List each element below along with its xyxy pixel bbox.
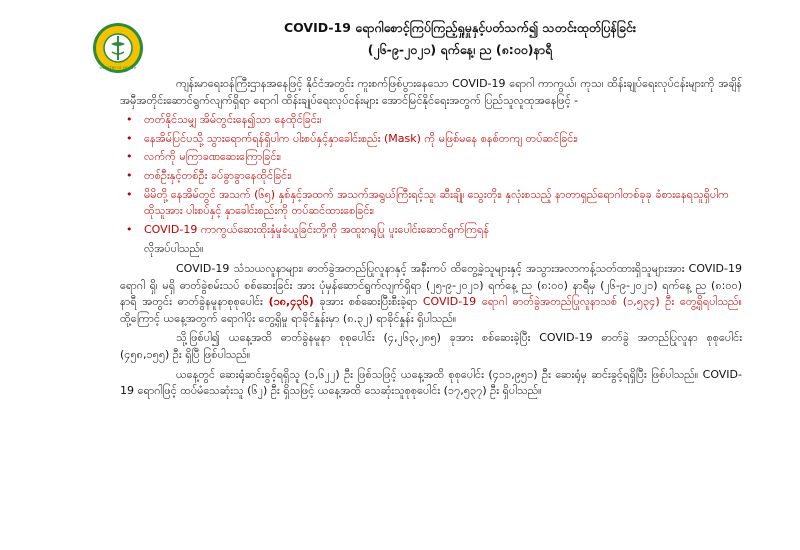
- totals-paragraph: သို့ဖြစ်ပါ၍ ယနေ့အထိ ဓာတ်ခွဲနမူနာ စုစုပေါင်း (၄,၂၆၃,၂၈၅) ခုအား စစ်ဆေးခဲ့ပြီး COVID-19 ဓာတ်ခွဲ အတည်ပြုလူနာ စုစုပေါင်း (၄၅၈,၁၅၅) ဦး ရှိပြီ ဖြစ်ပါသည်။: [120, 331, 742, 361]
- recovery-deaths-paragraph: ယနေ့တွင် ဆေးရုံဆင်းခွင့်ရရှိသူ (၁,၆၂၂) ဦး ဖြစ်သဖြင့် ယနေ့အထိ စုစုပေါင်း (၄၁၁,၉၅၁) ဦး ဆေးရုံမှ ဆင်းခွင့်ရရှိပြီး ဖြစ်ပါသည်။ COVID-19 ရောဂါဖြင့် ထပ်မံသေဆုံးသူ (၆၂) ဦး ရှိသဖြင့် ယနေ့အထိ သေဆုံးသူစုစုပေါင်း (၁၇,၅၃၇) ဦး ရှိပါသည်။: [120, 367, 742, 398]
- testing-text-a: COVID-19 သံသယလူနာများ၊ ဓာတ်ခွဲအတည်ပြုလူနာနှင့် အနီးကပ် ထိတွေ့ခဲ့သူများနှင့် အသွားအလာကန့်သတ်ထားရှိသူများအား COVID-19 ရောဂါ ရှိ၊ မရှိ ဓာတ်ခွဲစမ်းသပ် စစ်ဆေးခြင်း အား ပုံမှန်ဆောင်ရွက်လျက်ရှိရာ (၂၅-၉-၂၀၂၁) ရက်နေ့ ည (၈:၀၀) နာရီမှ (၂၆-၉-၂၀၂၁) ရက်နေ့ ည (၈:၀၀) နာရီ အတွင်း ဓာတ်ခွဲနမူနာစုစုပေါင်း: [120, 261, 742, 309]
- tests-count: (၁၈,၄၃၆): [268, 295, 314, 309]
- testing-text-b: ခုအား စစ်ဆေးပြီးစီးခဲ့ရာ: [313, 295, 423, 309]
- list-item: • လက်ကို မကြာခဏဆေးကြောခြင်း၊: [120, 149, 742, 166]
- title-line-2: (၂၆-၉-၂၀၂၁) ရက်နေ့၊ ည (၈:၀၀)နာရီ: [367, 42, 553, 57]
- list-item: • တတ်နိုင်သမျှ အိမ်တွင်းနေ၍သာ နေထိုင်ခြင်း၊: [120, 112, 742, 129]
- logo-text: MINISTRY OF HEALTH: [99, 66, 137, 70]
- list-trailing-text: လိုအပ်ပါသည်။: [144, 242, 204, 256]
- title-line-1: COVID-19 ရောဂါစောင့်ကြပ်ကြည့်ရှုမှုနှင့်ပတ်သက်၍ သတင်းထုတ်ပြန်ခြင်း: [283, 20, 637, 35]
- list-item: • မိမိတို့ နေအိမ်တွင် အသက် (၆၅) နှစ်နှင့်အထက် အသက်အရွယ်ကြီးရင့်သူ၊ ဆီးချို၊ သွေးတိုး၊ နှလုံးစသည့် နာတာရှည်ရောဂါတစ်ခုခု ခံစားနေရသူရှိပါက ထိုသူအား ပါးစပ်နှင့် နှာခေါင်းစည်းကို တပ်ဆင်ထားစေခြင်း၊: [120, 187, 742, 220]
- list-item: • တစ်ဦးနှင့်တစ်ဦး ခပ်ခွာခွာနေထိုင်ခြင်း၊: [120, 168, 742, 185]
- new-cases-text: COVID-19 ရောဂါ ဓာတ်ခွဲအတည်ပြုလူနာသစ် (၁,၅၃၄) ဦး တွေ့ရှိရပါသည်။: [422, 295, 742, 309]
- guidance-list: [120, 112, 742, 238]
- testing-paragraph: [120, 261, 742, 327]
- document-body: [120, 76, 742, 403]
- testing-text-c: ထို့ကြောင့် ယနေ့အတွက် ရောဂါပိုး တွေ့ရှိမှု ရာခိုင်နှုန်းမှာ (၈.၃၂) ရာခိုင်နှုန်း ရှိပါသည်။: [120, 311, 457, 325]
- list-item: • နေအိမ်ပြင်ပသို့ သွားရောက်ရန်ရှိပါက ပါးစပ်နှင့်နှာခေါင်းစည်း (Mask) ကို မဖြစ်မနေ စနစ်တကျ တပ်ဆင်ခြင်း၊: [120, 131, 742, 148]
- ministry-logo: [92, 22, 144, 74]
- list-item: • COVID-19 ကာကွယ်ဆေးထိုးနှံမှုခံယူခြင်းတို့ကို အထူးဂရုပြု ပူးပေါင်းဆောင်ရွက်ကြရန်: [120, 222, 742, 239]
- intro-paragraph: ကျန်းမာရေးဝန်ကြီးဌာနအနေဖြင့် နိုင်ငံအတွင်း ကူးစက်ဖြစ်ပွားနေသော COVID-19 ရောဂါ ကာကွယ်၊ ကုသ၊ ထိန်းချုပ်ရေးလုပ်ငန်းများကို အချိန်အမှီအတိုင်းဆောင်ရွက်လျက်ရှိရာ ရောဂါ ထိန်းချုပ်ရေးလုပ်ငန်းများ အောင်မြင်နိုင်ရေးအတွက် ပြည်သူလူထုအနေဖြင့် -: [120, 77, 742, 107]
